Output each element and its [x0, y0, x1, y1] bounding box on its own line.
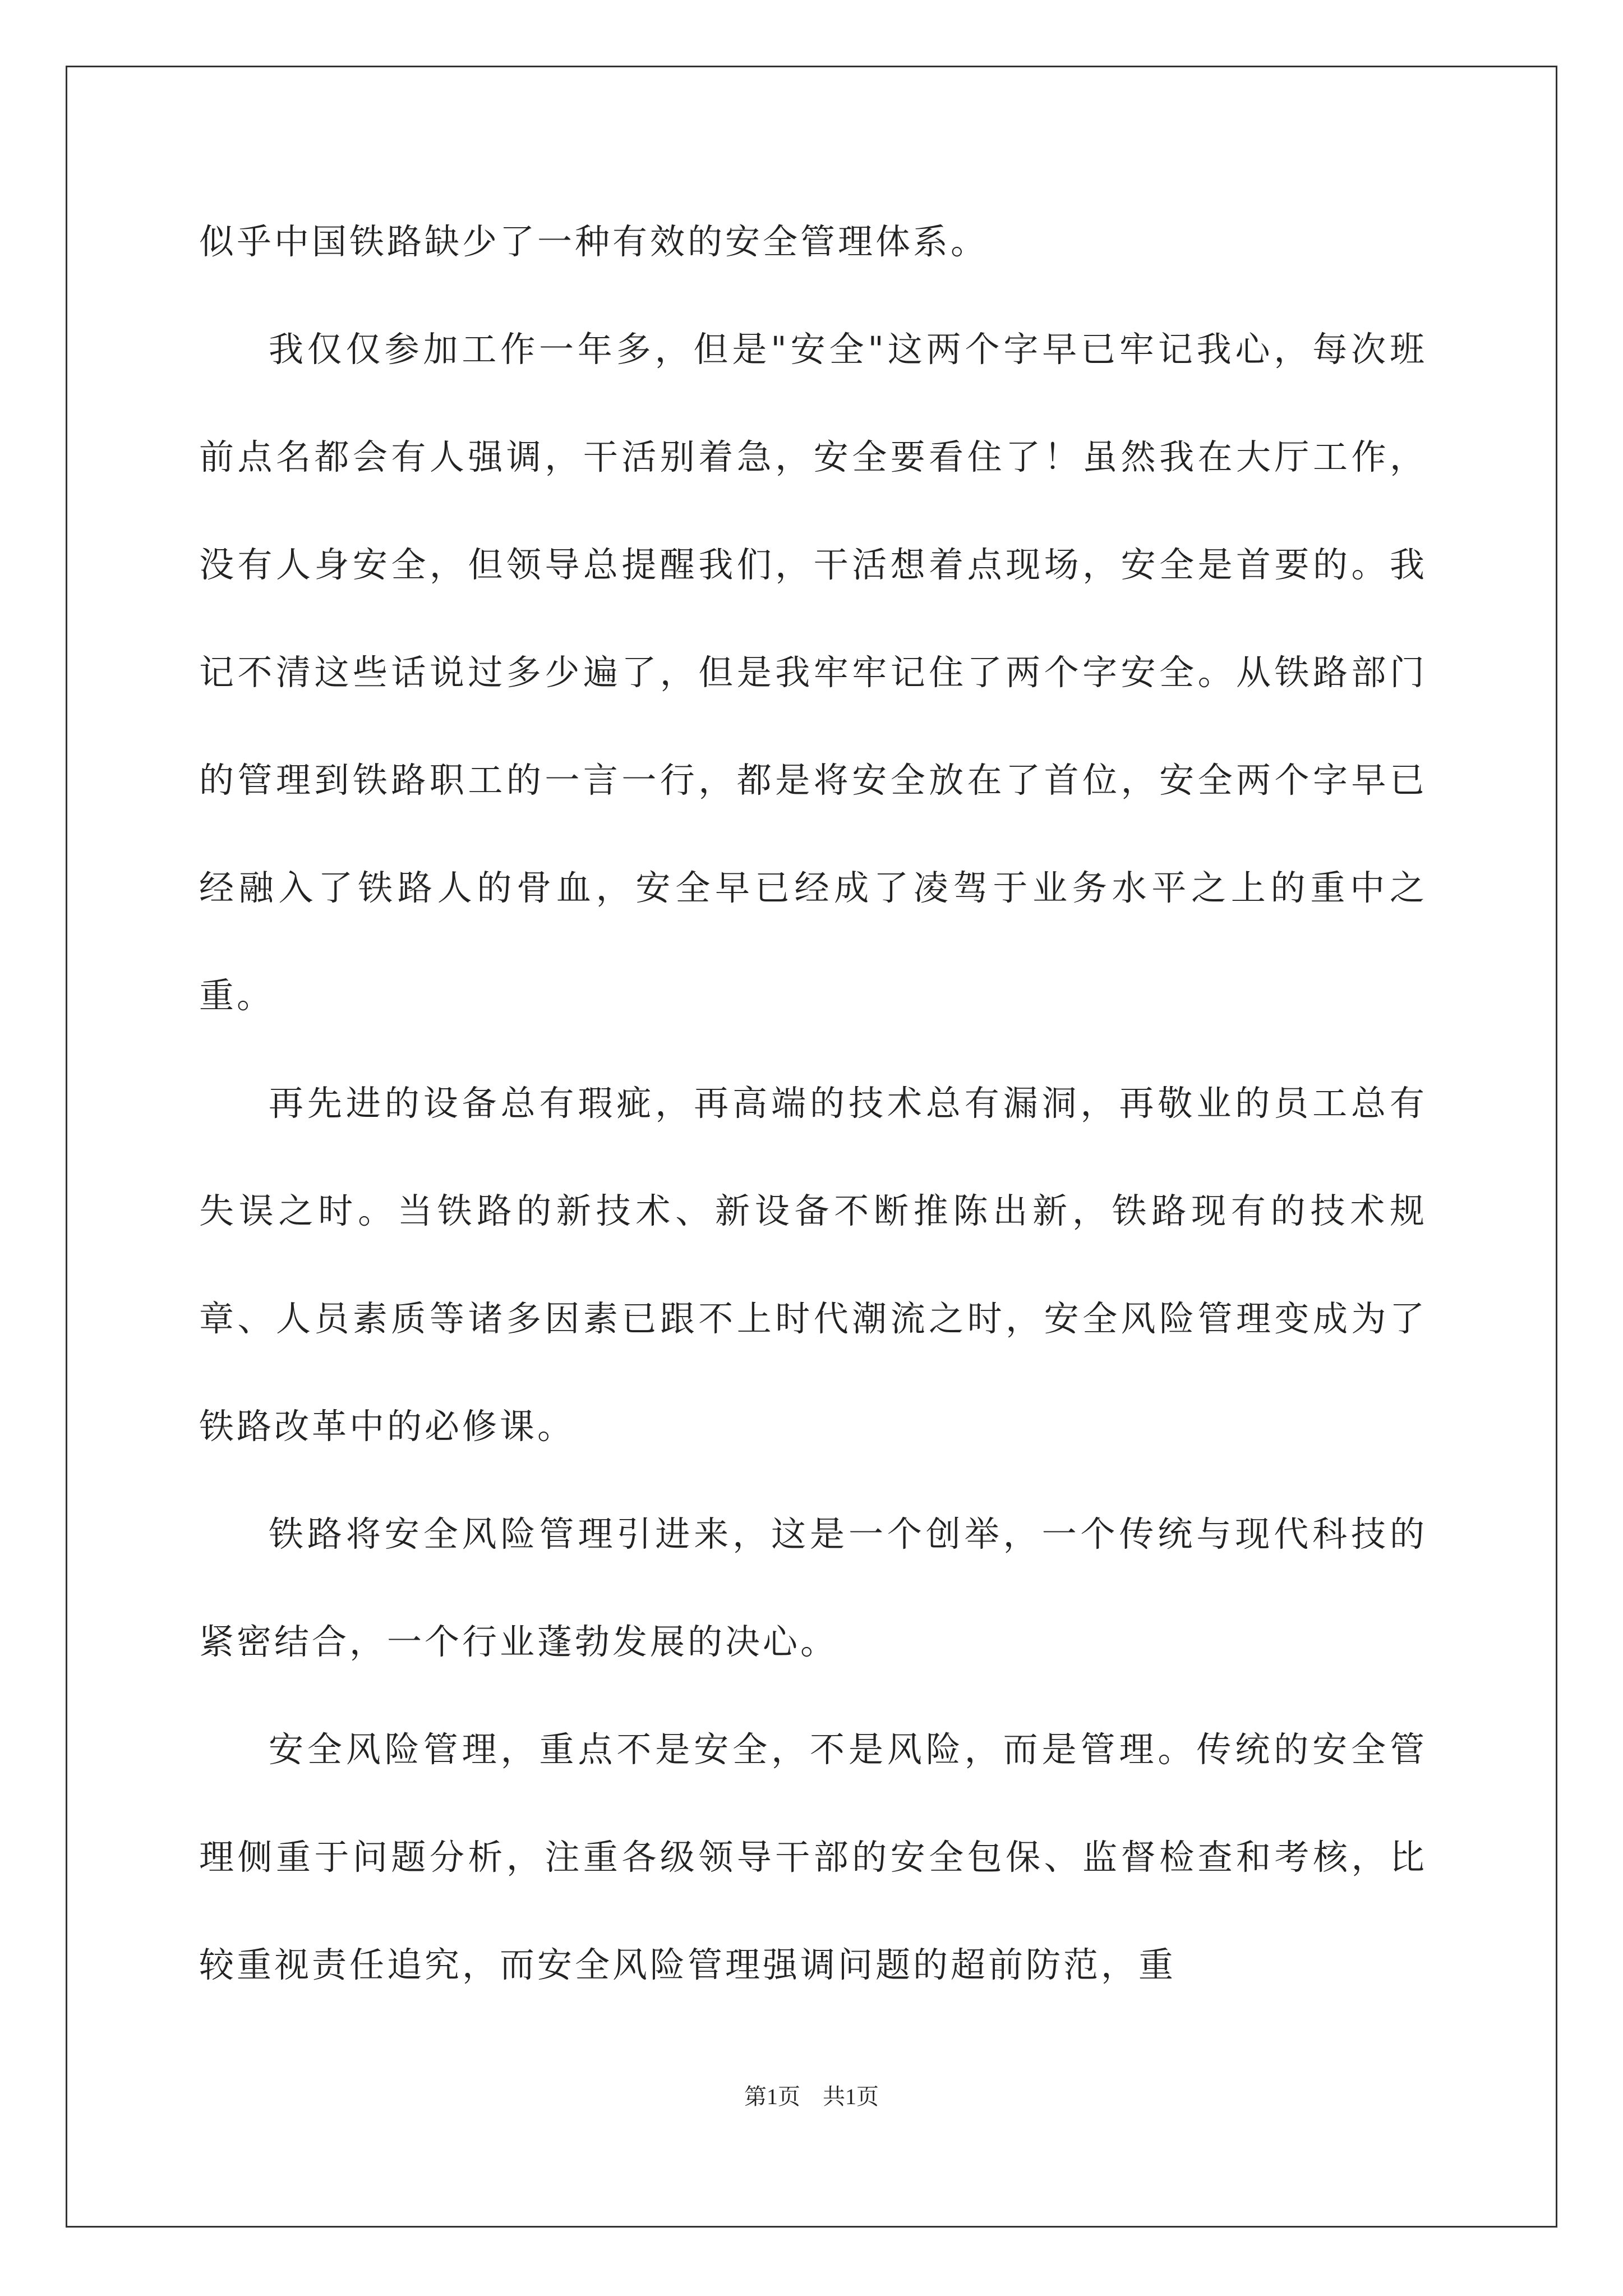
page-total: 共1页 [823, 2084, 879, 2109]
paragraph: 铁路将安全风险管理引进来，这是一个创举，一个传统与现代科技的紧密结合，一个行业蓬勃发展的决心。 [199, 1513, 1427, 1662]
document-body [199, 188, 1427, 2019]
page-footer [0, 2081, 1623, 2113]
paragraph: 再先进的设备总有瑕疵，再高端的技术总有漏洞，再敬业的员工总有失误之时。当铁路的新技术、新设备不断推陈出新，铁路现有的技术规章、人员素质等诸多因素已跟不上时代潮流之时，安全风险管理变成为了铁路改革中的必修课。 [199, 1083, 1427, 1447]
paragraph: 似乎中国铁路缺少了一种有效的安全管理体系。 [199, 221, 989, 262]
page-number: 第1页 [744, 2084, 800, 2109]
paragraph: 我仅仅参加工作一年多，但是"安全"这两个字早已牢记我心，每次班前点名都会有人强调，干活别着急，安全要看住了！虽然我在大厅工作，没有人身安全，但领导总提醒我们，干活想着点现场，安全是首要的。我记不清这些话说过多少遍了，但是我牢牢记住了两个字安全。从铁路部门的管理到铁路职工的一言一行，都是将安全放在了首位，安全两个字早已经融入了铁路人的骨血，安全早已经成了凌驾于业务水平之上的重中之重。 [199, 329, 1427, 1016]
paragraph: 安全风险管理，重点不是安全，不是风险，而是管理。传统的安全管理侧重于问题分析，注重各级领导干部的安全包保、监督检查和考核，比较重视责任追究，而安全风险管理强调问题的超前防范，重 [199, 1729, 1427, 1985]
